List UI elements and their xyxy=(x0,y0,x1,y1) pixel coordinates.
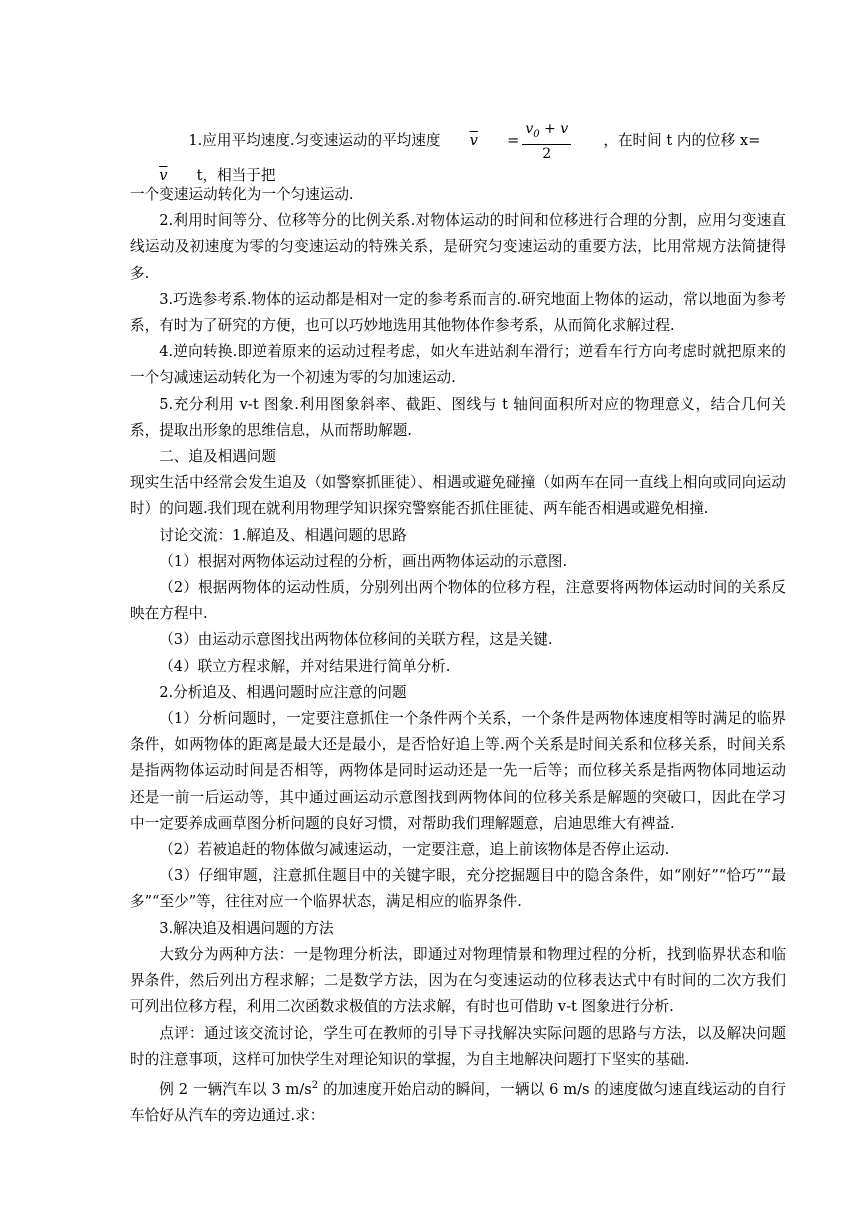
numerator-rest: + v xyxy=(539,121,569,137)
v0-symbol: v xyxy=(525,121,534,137)
paragraph-10: （3）由运动示意图找出两物体位移间的关联方程，这是关键. xyxy=(159,631,553,649)
paragraph-9: （2）根据两物体的运动性质，分别列出两个物体的位移方程，注意要将两物体运动时间的关系反映在方程中. xyxy=(130,579,786,623)
v0-subscript: 0 xyxy=(533,128,540,140)
paragraph-average-velocity xyxy=(130,118,786,182)
paragraph-2: 2.利用时间等分、位移等分的比例关系.对物体运动的时间和位移进行合理的分割，应用匀变速直线运动及初速度为零的匀变速运动的特殊关系，是研究匀变速运动的重要方法，比用常规方法简捷得多. xyxy=(130,212,786,282)
v-bar-symbol: $\overline{v}$ xyxy=(469,132,478,150)
paragraph-6: 现实生活中经常会发生追及（如警察抓匪徒）、相遇或避免碰撞（如两车在同一直线上相向或同向运动时）的问题.我们现在就利用物理学知识探究警察能否抓住匪徒、两车能否相遇或避免相撞. xyxy=(130,474,786,518)
v-bar-symbol: $\overline{v}$ xyxy=(159,166,168,184)
average-velocity-fraction xyxy=(522,120,571,163)
paragraph-15: （3）仔细审题，注意抓住题目中的关键字眼，充分挖掘题目中的隐含条件，如“刚好”“恰巧”“最多”“至少”等，往往对应一个临界状态，满足相应的临界条件. xyxy=(130,867,786,911)
paragraph-17: 大致分为两种方法：一是物理分析法，即通过对物理情景和物理过程的分析，找到临界状态和临界条件，然后列出方程求解；二是数学方法，因为在匀变速运动的位移表达式中有时间的二次方我们可列出位移方程，利用二次函数求极值的方法求解，有时也可借助 v-t 图象进行分析. xyxy=(130,945,786,1016)
paragraph-7: 讨论交流：1.解追及、相遇问题的思路 xyxy=(159,526,407,544)
section-heading-pursuit: 二、追及相遇问题 xyxy=(159,448,276,466)
equals-sign: = xyxy=(507,132,520,150)
fraction-numerator xyxy=(522,120,571,145)
paragraph-example-2 xyxy=(130,1073,786,1129)
text-segment: ，在时间 t 内的位移 x= xyxy=(603,132,761,150)
paragraph-16: 3.解决追及相遇问题的方法 xyxy=(159,919,334,937)
paragraph-5: 5.充分利用 v-t 图象.利用图象斜率、截距、图线与 t 轴间面积所对应的物理意义，结合几何关系，提取出形象的思维信息，从而帮助解题. xyxy=(130,395,786,439)
text-segment: t，相当于把 xyxy=(196,166,276,184)
text-segment: 例 2 一辆汽车以 3 m/s xyxy=(159,1080,312,1098)
text-segment: 1.应用平均速度.匀变速运动的平均速度 xyxy=(188,132,441,150)
paragraph-3: 3.巧选参考系.物体的运动都是相对一定的参考系而言的.研究地面上物体的运动，常以地面为参考系，有时为了研究的方便，也可以巧妙地选用其他物体作参考系，从而简化求解过程. xyxy=(130,290,786,335)
paragraph-18: 点评：通过该交流讨论，学生可在教师的引导下寻找解决实际问题的思路与方法，以及解决问题时的注意事项，这样可加快学生对理论知识的掌握，为自主地解决问题打下坚实的基础. xyxy=(130,1024,786,1068)
fraction-denominator: 2 xyxy=(542,145,552,162)
paragraph-8: （1）根据对两物体运动过程的分析，画出两物体运动的示意图. xyxy=(159,552,568,570)
text-segment: 的加速度开始启动的瞬间，一辆以 6 m/s 的速度做匀速直线运动的自行车恰好从汽车的旁边通过.求： xyxy=(130,1080,786,1124)
paragraph-12: 2.分析追及、相遇问题时应注意的问题 xyxy=(159,683,407,701)
paragraph-4: 4.逆向转换.即逆着原来的运动过程考虑，如火车进站刹车滑行；逆看车行方向考虑时就把原来的一个匀减速运动转化为一个初速为零的匀加速运动. xyxy=(130,343,786,387)
paragraph-average-velocity-cont: 一个变速运动转化为一个匀速运动. xyxy=(130,186,354,203)
paragraph-14: （2）若被追赶的物体做匀减速运动，一定要注意，追上前该物体是否停止运动. xyxy=(159,841,670,859)
paragraph-11: （4）联立方程求解，并对结果进行简单分析. xyxy=(159,657,451,675)
document-body xyxy=(130,118,786,1129)
superscript: 2 xyxy=(311,1079,319,1091)
paragraph-13: （1）分析问题时，一定要注意抓住一个条件两个关系，一个条件是两物体速度相等时满足的临界条件，如两物体的距离是最大还是最小，是否恰好追上等.两个关系是时间关系和位移关系，时间关系是指两物体运动时间是否相等，两物体是同时运动还是一先一后等；而位移关系是指两物体同地运动还是一前一后运动等，其中通过画运动示意图找到两物体间的位移关系是解题的突破口，因此在学习中一定要养成画草图分析问题的良好习惯，对帮助我们理解题意，启迪思维大有裨益. xyxy=(130,710,786,832)
